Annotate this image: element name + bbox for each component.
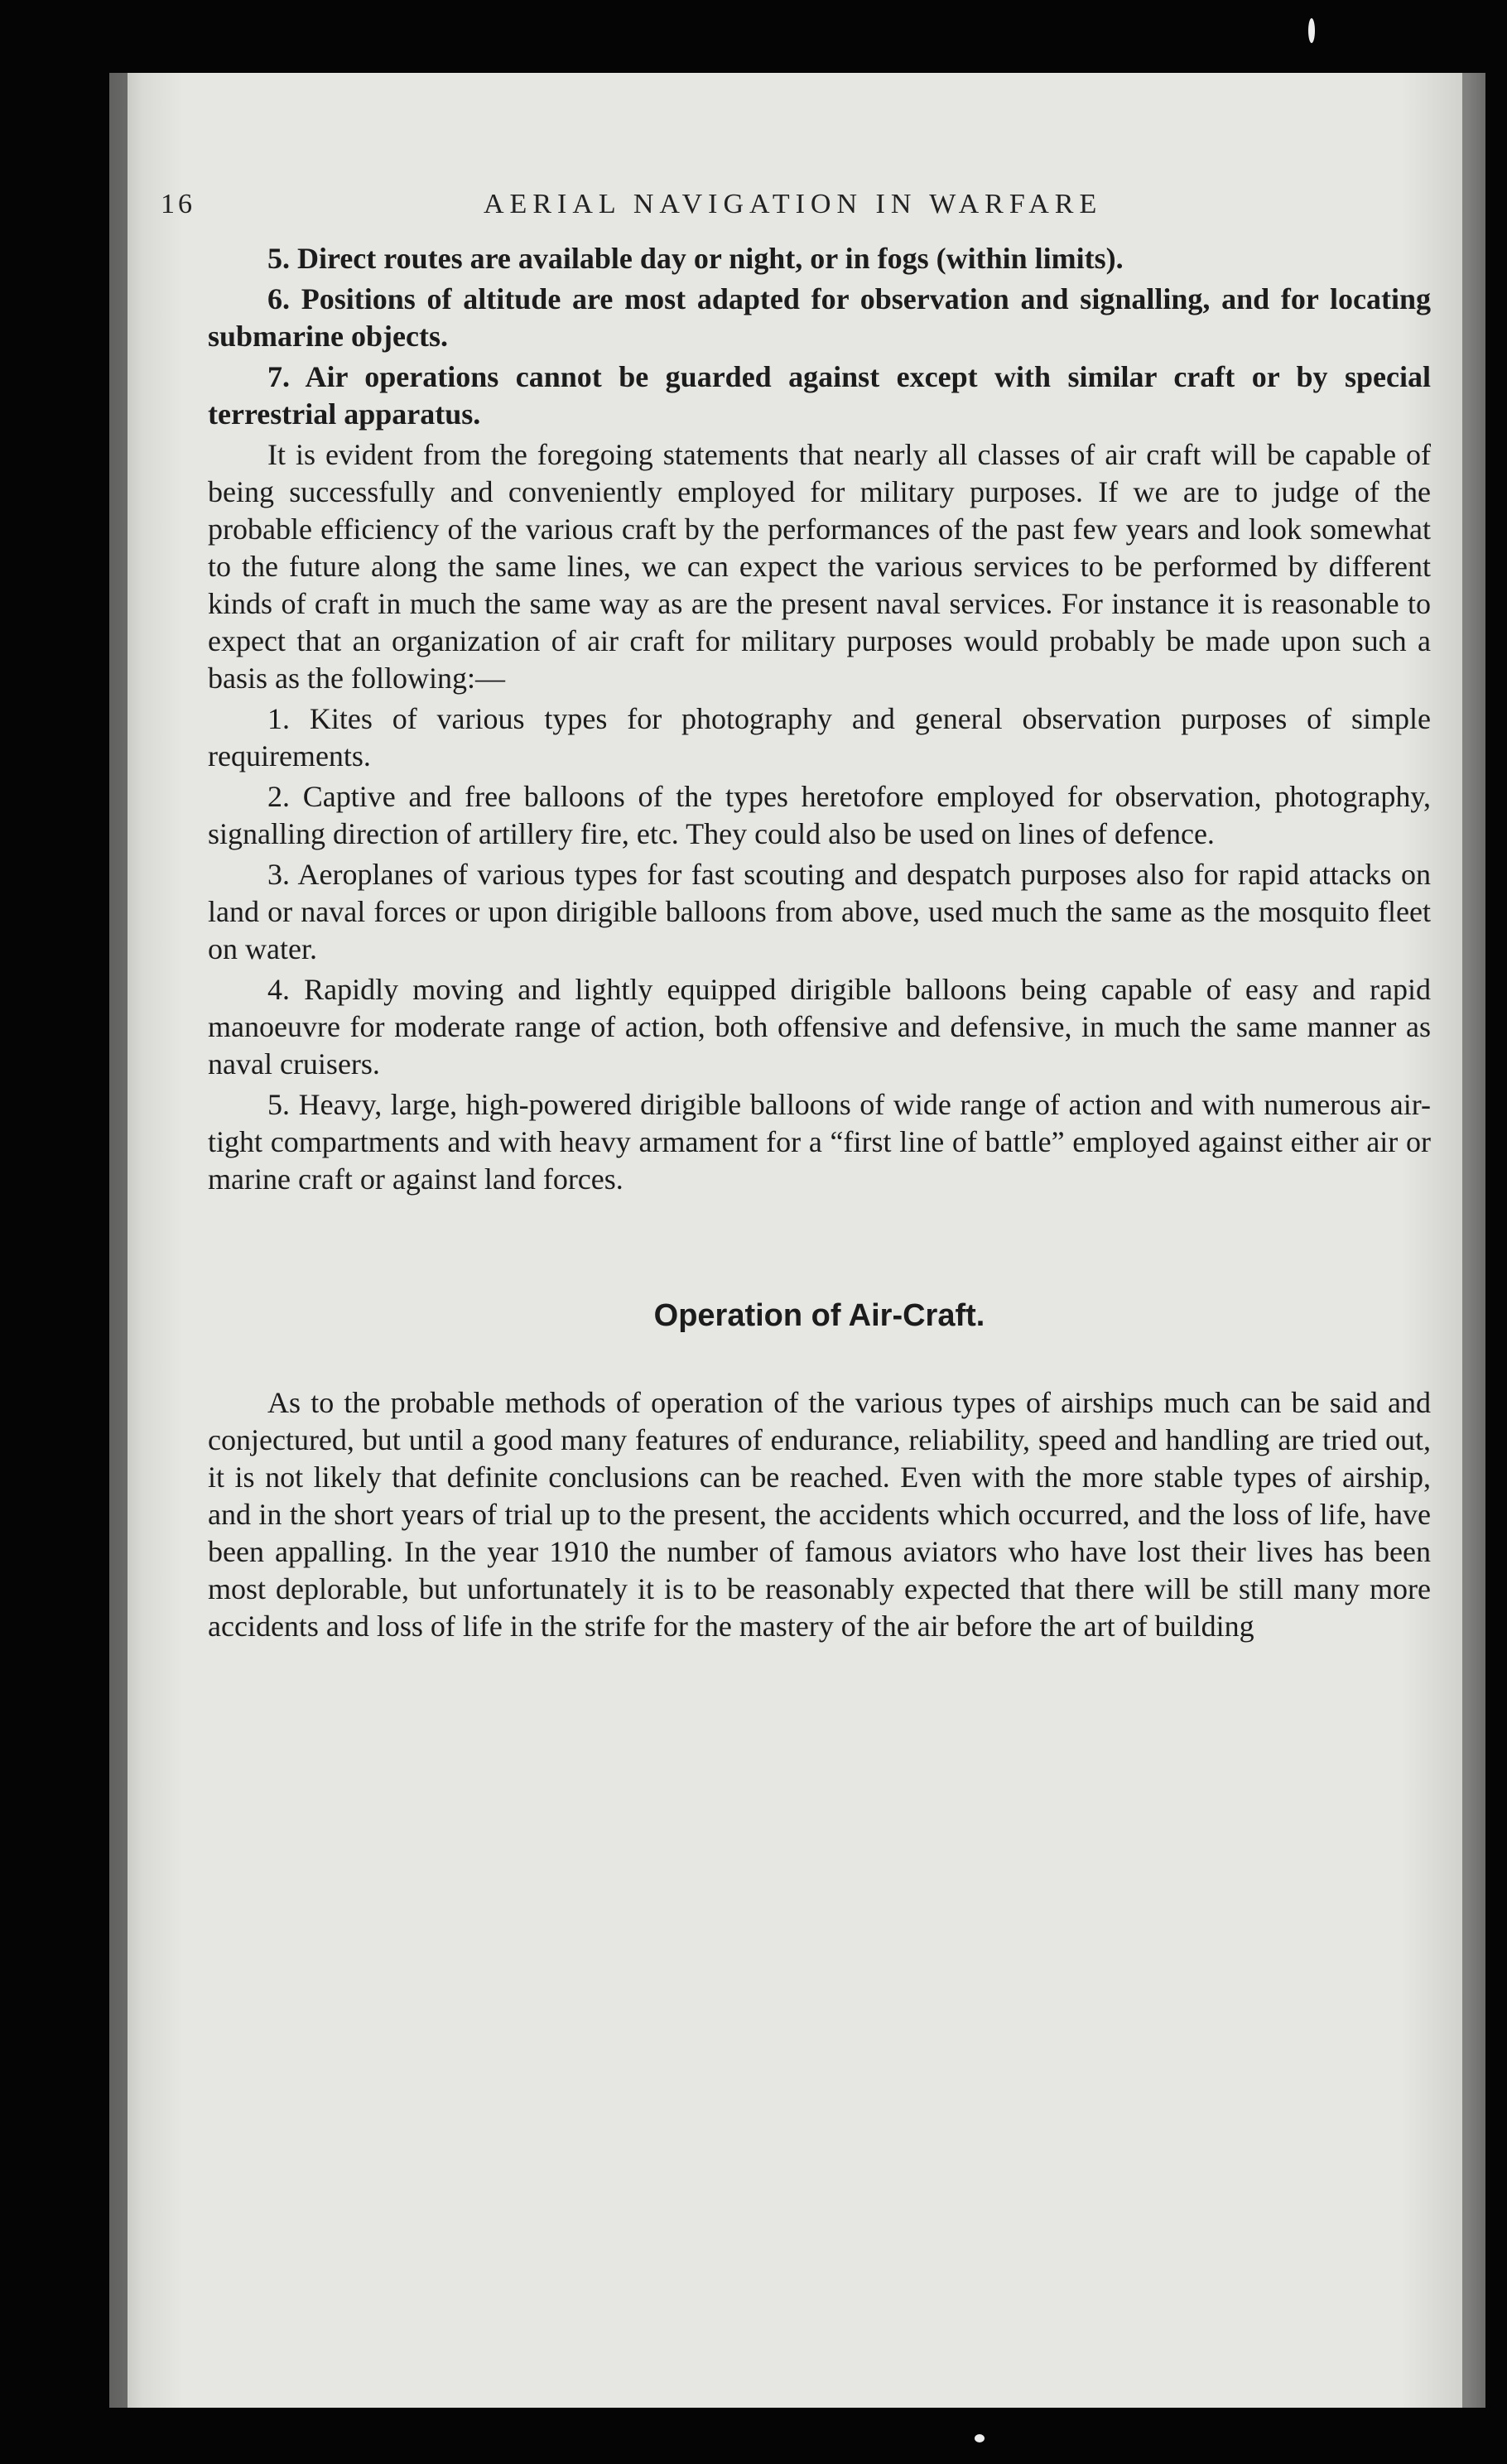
list-item: 3. Aeroplanes of various types for fast scouting and despatch purposes also for rapid attacks on land or naval forces or upon dirigible balloons from above, used much the same as the mosquito fleet on water.: [208, 858, 1431, 965]
page-body: [208, 240, 1431, 1648]
page-number: 16: [161, 189, 195, 219]
intro-paragraph: It is evident from the foregoing statements that nearly all classes of air craft will be capable of being successfully and conveniently employed for military purposes. If we are to judge of the probable efficiency of the various craft by the performances of the past few years and look somewhat to the future along the same lines, we can expect the various services to be performed by different kinds of craft in much the same way as are the present naval services. For instance it is reasonable to expect that an organization of air craft for military purposes would probably be made upon such a basis as the following:—: [208, 438, 1431, 695]
list-item: 4. Rapidly moving and lightly equipped dirigible balloons being capable of easy and rapid manoeuvre for moderate range of action, both offensive and defensive, in much the same manner as naval cruisers.: [208, 973, 1431, 1080]
list-item: 7. Air operations cannot be guarded against except with similar craft or by special terrestrial apparatus.: [208, 360, 1431, 431]
page-binding-shadow-left: [109, 73, 128, 2408]
list-item: 6. Positions of altitude are most adapted for observation and signalling, and for locating submarine objects.: [208, 282, 1431, 353]
section-heading: Operation of Air-Craft.: [653, 1298, 985, 1333]
list-item: 5. Direct routes are available day or night, or in fogs (within limits).: [267, 242, 1124, 275]
organization-list: [208, 700, 1431, 1198]
running-head: [161, 189, 1428, 230]
list-item: 5. Heavy, large, high-powered dirigible balloons of wide range of action and with numerous air-tight compartments and with heavy armament for a “first line of battle” employed against either air or marine craft or against land forces.: [208, 1088, 1431, 1196]
running-title: AERIAL NAVIGATION IN WARFARE: [484, 189, 1103, 219]
scan-speck: [1308, 18, 1315, 43]
page-binding-shadow-right: [1462, 73, 1485, 2408]
scan-speck: [975, 2434, 985, 2442]
section-paragraph: As to the probable methods of operation of the various types of airships much can be said and conjectured, but until a good many features of endurance, reliability, speed and handling are tried out, it is not likely that definite conclusions can be reached. Even with the more stable types of airship, and in the short years of trial up to the present, the accidents which occurred, and the loss of life, have been appalling. In the year 1910 the number of famous aviators who have lost their lives has been most deplorable, but unfortunately it is to be reasonably expected that there will be still many more accidents and loss of life in the strife for the mastery of the air before the art of building: [208, 1386, 1431, 1643]
top-list: [208, 240, 1431, 433]
list-item: 1. Kites of various types for photography and general observation purposes of simple requirements.: [208, 702, 1431, 772]
list-item: 2. Captive and free balloons of the types heretofore employed for observation, photography, signalling direction of artillery fire, etc. They could also be used on lines of defence.: [208, 780, 1431, 850]
